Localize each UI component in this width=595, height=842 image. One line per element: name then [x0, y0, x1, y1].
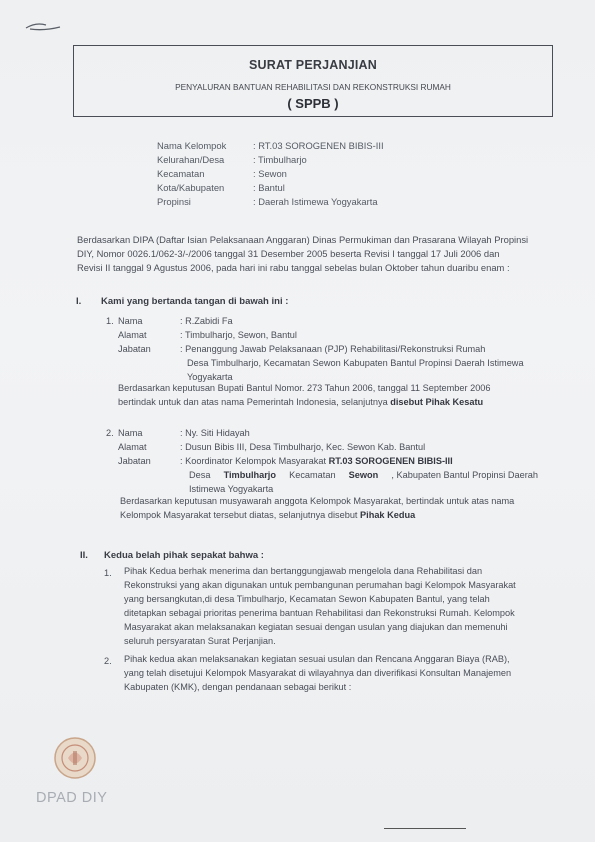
agreement-line: seluruh persyaratan Surat Perjanjian. [124, 636, 276, 646]
document-code: ( SPPB ) [287, 96, 339, 111]
party-1-number: 1. [106, 316, 114, 326]
agreement-line: yang telah disetujui Kelompok Masyarakat di wilayahnya dan diverifikasi Konsultan Manajemen [124, 668, 512, 678]
agreement-item-number: 1. [104, 568, 112, 578]
party-2-position-text: : Koordinator Kelompok Masyarakat [180, 456, 329, 466]
party-2-village: Timbulharjo [223, 470, 276, 480]
intro-line: Revisi II tanggal 9 Agustus 2006, pada hari ini rabu tanggal sebelas bulan Oktober tahun duaribu enam : [77, 262, 510, 273]
info-value: : RT.03 SOROGENEN BIBIS-III [253, 140, 384, 151]
party-2-position-line [180, 456, 453, 466]
party-2-designation: Pihak Kedua [360, 510, 416, 520]
agreement-line: Masyarakat akan melaksanakan kegiatan sesuai dengan usulan yang diajukan dan memenuhi [124, 622, 508, 632]
intro-line: DIY, Nomor 0026.1/062-3/-/2006 tanggal 31 Desember 2005 beserta Revisi I tanggal 17 Juli 2006 dan [77, 248, 500, 259]
info-label: Kelurahan/Desa [157, 154, 225, 165]
info-value: : Daerah Istimewa Yogyakarta [253, 196, 378, 207]
info-value: : Sewon [253, 168, 287, 179]
section-1-title: Kami yang bertanda tangan di bawah ini : [101, 296, 289, 307]
agreement-line: yang bersangkutan,di desa Timbulharjo, Kecamatan Sewon Kabupaten Bantul, yang telah [124, 594, 490, 604]
agreement-item-text [124, 652, 538, 694]
info-row [157, 153, 384, 167]
party-1-basis: Berdasarkan keputusan Bupati Bantul Nomor. 273 Tahun 2006, tanggal 11 September 2006 [118, 383, 491, 393]
section-2-number: II. [80, 550, 88, 561]
party-1-position-line: Desa Timbulharjo, Kecamatan Sewon Kabupaten Bantul Propinsi Daerah Istimewa [187, 358, 524, 368]
party-1-address-value: : Timbulharjo, Sewon, Bantul [180, 330, 297, 340]
intro-paragraph [77, 233, 547, 275]
party-2-address-value: : Dusun Bibis III, Desa Timbulharjo, Kec. Sewon Kab. Bantul [180, 442, 426, 452]
party-2-position-text: Kecamatan [289, 470, 336, 480]
info-row [157, 167, 384, 181]
info-row [157, 181, 384, 195]
party-2-district: Sewon [348, 470, 379, 480]
party-1-name-label: Nama [118, 316, 143, 326]
section-1-number: I. [76, 296, 82, 307]
document-title: SURAT PERJANJIAN [249, 58, 377, 72]
party-2-position-line [189, 470, 538, 480]
info-value: : Bantul [253, 182, 285, 193]
party-1-position-line: : Penanggung Jawab Pelaksanaan (PJP) Rehabilitasi/Rekonstruksi Rumah [180, 344, 486, 354]
info-row [157, 139, 384, 153]
party-2-name-label: Nama [118, 428, 143, 438]
section-2-title: Kedua belah pihak sepakat bahwa : [104, 550, 264, 561]
party-1-position-label: Jabatan [118, 344, 151, 354]
info-label: Nama Kelompok [157, 140, 227, 151]
agreement-line: Kabupaten (KMK), dengan pendanaan sebagai berikut : [124, 682, 352, 692]
info-label: Kecamatan [157, 168, 205, 179]
regional-seal-logo [52, 733, 98, 783]
party-2-basis [120, 510, 415, 520]
intro-line: Berdasarkan DIPA (Daftar Isian Pelaksanaan Anggaran) Dinas Permukiman dan Prasarana Wilayah Propinsi [77, 234, 529, 245]
group-info [157, 139, 384, 209]
agreement-item-text [124, 564, 538, 648]
party-2-position-line: Istimewa Yogyakarta [189, 484, 274, 494]
party-2-address-label: Alamat [118, 442, 147, 452]
party-2-name-value: : Ny. Siti Hidayah [180, 428, 250, 438]
party-2-basis-text: Kelompok Masyarakat tersebut diatas, selanjutnya disebut [120, 510, 361, 520]
agreement-item-number: 2. [104, 656, 112, 666]
info-label: Propinsi [157, 196, 191, 207]
agreement-line: Pihak Kedua berhak menerima dan bertanggungjawab mengelola dana Rehabilitasi dan [124, 566, 483, 576]
party-1-position-line: Yogyakarta [187, 372, 233, 382]
agreement-line: Pihak kedua akan melaksanakan kegiatan sesuai usulan dan Rencana Anggaran Biaya (RAB), [124, 654, 510, 664]
info-value: : Timbulharjo [253, 154, 307, 165]
party-2-position-text: Desa [189, 470, 211, 480]
watermark: DPAD DIY [36, 790, 108, 806]
document-subtitle: PENYALURAN BANTUAN REHABILITASI DAN REKONSTRUKSI RUMAH [175, 82, 451, 92]
party-1-address-label: Alamat [118, 330, 147, 340]
party-2-basis: Berdasarkan keputusan musyawarah anggota Kelompok Masyarakat, bertindak untuk atas nama [120, 496, 515, 506]
info-row [157, 195, 384, 209]
info-label: Kota/Kabupaten [157, 182, 225, 193]
party-2-group-name: RT.03 SOROGENEN BIBIS-III [328, 456, 453, 466]
party-1-designation: disebut Pihak Kesatu [390, 397, 484, 407]
party-1-name-value: : R.Zabidi Fa [180, 316, 233, 326]
footer-rule [384, 828, 466, 829]
agreement-line: ditetapkan sebagai prioritas penerima bantuan Rehabilitasi dan Rekonstruksi Rumah. Kelompok [124, 608, 515, 618]
party-1-basis-text: bertindak untuk dan atas nama Pemerintah Indonesia, selanjutnya [118, 397, 391, 407]
agreement-line: Rekonstruksi yang akan digunakan untuk pembangunan perumahan bagi Kelompok Masyarakat [124, 580, 516, 590]
party-2-position-text: , Kabupaten Bantul Propinsi Daerah [391, 470, 538, 480]
header-box [73, 45, 553, 117]
party-1-basis [118, 397, 483, 407]
party-2-number: 2. [106, 428, 114, 438]
party-2-position-label: Jabatan [118, 456, 151, 466]
pen-stroke-mark [24, 18, 64, 34]
